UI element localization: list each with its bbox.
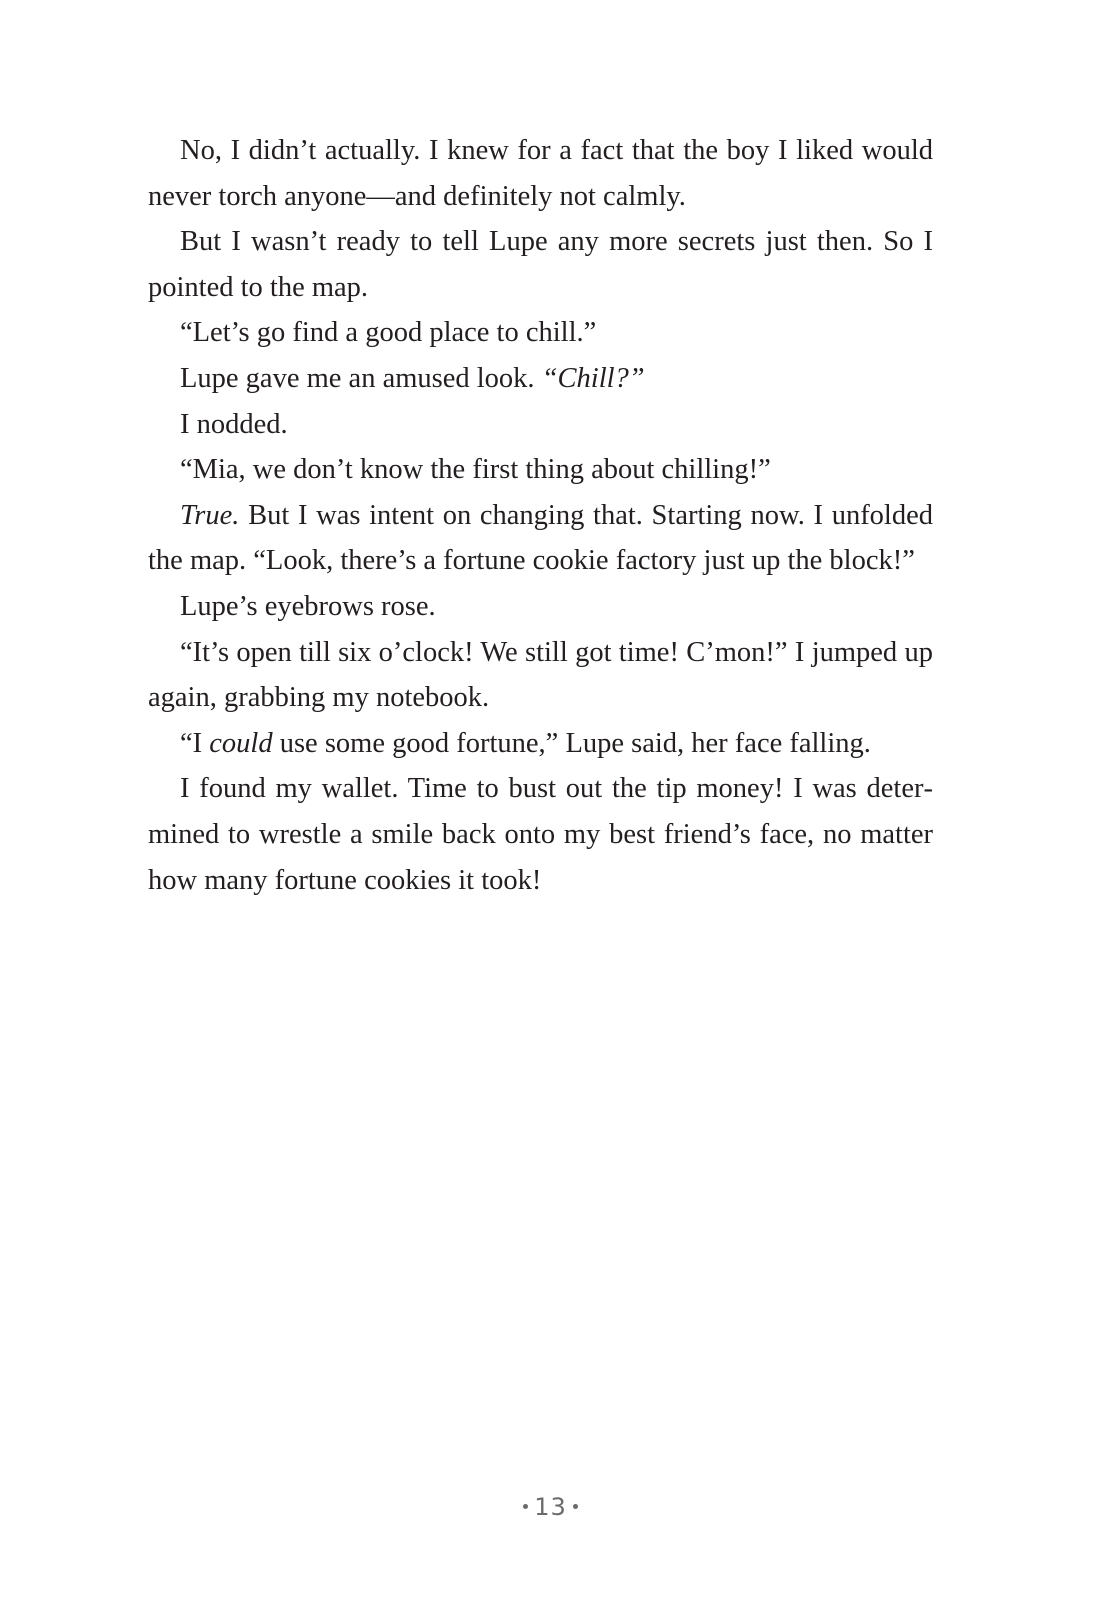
page-number bbox=[0, 1493, 1101, 1521]
paragraph-7-after: But I was intent on changing that. Starting now. I unfolded the map. “Look, there’s a fortune cookie factory just up the block!” bbox=[148, 499, 933, 577]
paragraph-7-italic: True. bbox=[180, 499, 240, 531]
paragraph-10-after: use some good fortune,” Lupe said, her face falling. bbox=[272, 727, 871, 759]
paragraph-10 bbox=[148, 721, 933, 767]
paragraph-4-italic: “Chill?” bbox=[541, 362, 645, 394]
paragraph-9: “It’s open till six o’clock! We still got time! C’mon!” I jumped up again, grabbing my notebook. bbox=[148, 636, 933, 714]
paragraph-4 bbox=[148, 356, 933, 402]
page-number-value: 13 bbox=[534, 1493, 567, 1521]
paragraph-10-italic: could bbox=[209, 727, 273, 759]
paragraph-6: “Mia, we don’t know the first thing about chilling!” bbox=[180, 454, 771, 486]
paragraph-11: I found my wallet. Time to bust out the tip money! I was determined to wrestle a smile back onto my best friend’s face, no matter how many fortune cookies it took! bbox=[148, 773, 933, 896]
paragraph-5: I nodded. bbox=[180, 408, 288, 440]
folio-dot-left-icon bbox=[523, 1504, 528, 1509]
folio-dot-right-icon bbox=[573, 1504, 578, 1509]
paragraph-4-before: Lupe gave me an amused look. bbox=[180, 362, 542, 394]
paragraph-7 bbox=[148, 493, 933, 584]
paragraph-8: Lupe’s eyebrows rose. bbox=[180, 590, 436, 622]
paragraph-3: “Let’s go find a good place to chill.” bbox=[180, 317, 597, 349]
paragraph-2: But I wasn’t ready to tell Lupe any more secrets just then. So I pointed to the map. bbox=[148, 226, 933, 303]
body-text bbox=[148, 128, 933, 903]
paragraph-10-before: “I bbox=[180, 727, 210, 759]
paragraph-1: No, I didn’t actually. I knew for a fact that the boy I liked would never torch anyone—and definitely not calmly. bbox=[148, 135, 933, 212]
